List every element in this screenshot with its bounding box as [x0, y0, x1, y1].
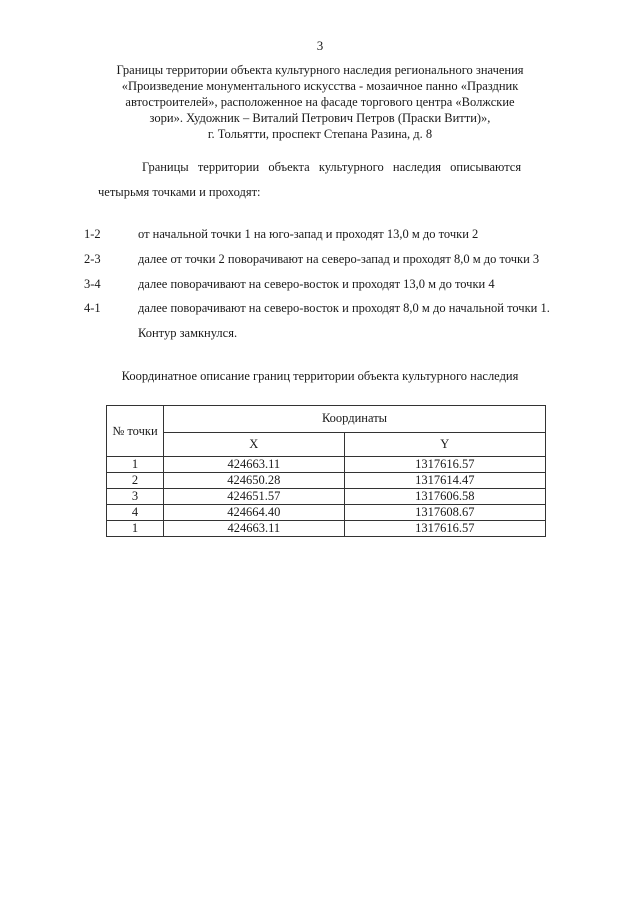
table-row	[107, 489, 546, 505]
cell-point: 4	[107, 505, 164, 521]
cell-point: 1	[107, 521, 164, 537]
cell-point: 1	[107, 457, 164, 473]
document-title	[92, 62, 548, 142]
boundary-segment	[84, 301, 604, 316]
segment-code: 2-3	[84, 252, 101, 266]
coordinates-table	[106, 405, 546, 537]
boundary-segment	[84, 252, 604, 267]
cell-y: 1317606.58	[344, 489, 545, 505]
table-row	[107, 473, 546, 489]
cell-x: 424651.57	[164, 489, 345, 505]
intro-paragraph-line-1: Границы территории объекта культурного наследия описываются	[142, 160, 522, 174]
segment-description: далее от точки 2 поворачивают на северо-запад и проходят 8,0 м до точки 3	[138, 252, 540, 266]
cell-x: 424650.28	[164, 473, 345, 489]
title-line: Границы территории объекта культурного наследия регионального значения	[116, 63, 524, 77]
cell-y: 1317614.47	[344, 473, 545, 489]
segment-description: далее поворачивают на северо-восток и проходят 13,0 м до точки 4	[138, 277, 495, 291]
cell-point: 3	[107, 489, 164, 505]
boundary-segment	[84, 227, 604, 242]
segment-code: 3-4	[84, 277, 101, 291]
segment-code: 1-2	[84, 227, 101, 241]
header-y: Y	[344, 432, 545, 456]
table-row	[107, 457, 546, 473]
header-x: X	[164, 432, 345, 456]
cell-x: 424664.40	[164, 505, 345, 521]
cell-x: 424663.11	[164, 457, 345, 473]
header-point-number: № точки	[107, 406, 164, 457]
boundary-segment	[84, 277, 604, 292]
table-row	[107, 521, 546, 537]
page-number: 3	[316, 38, 324, 53]
segment-description: далее поворачивают на северо-восток и проходят 8,0 м до начальной точки 1.	[138, 301, 550, 315]
segment-code: 4-1	[84, 301, 101, 315]
segment-description: от начальной точки 1 на юго-запад и проходят 13,0 м до точки 2	[138, 227, 479, 241]
title-line: автостроителей», расположенное на фасаде торгового центра «Волжские	[125, 95, 515, 109]
cell-x: 424663.11	[164, 521, 345, 537]
contour-closed-note: Контур замкнулся.	[138, 326, 238, 340]
table-row	[107, 505, 546, 521]
intro-paragraph-line-2: четырьмя точками и проходят:	[98, 185, 261, 199]
coordinates-caption: Координатное описание границ территории объекта культурного наследия	[121, 369, 519, 383]
cell-y: 1317616.57	[344, 521, 545, 537]
header-coordinates: Координаты	[164, 406, 546, 433]
cell-point: 2	[107, 473, 164, 489]
title-line: г. Тольятти, проспект Степана Разина, д. 8	[207, 127, 433, 141]
cell-y: 1317608.67	[344, 505, 545, 521]
cell-y: 1317616.57	[344, 457, 545, 473]
title-line: «Произведение монументального искусства - мозаичное панно «Праздник	[121, 79, 519, 93]
title-line: зори». Художник – Виталий Петрович Петров (Праски Витти)»,	[149, 111, 491, 125]
